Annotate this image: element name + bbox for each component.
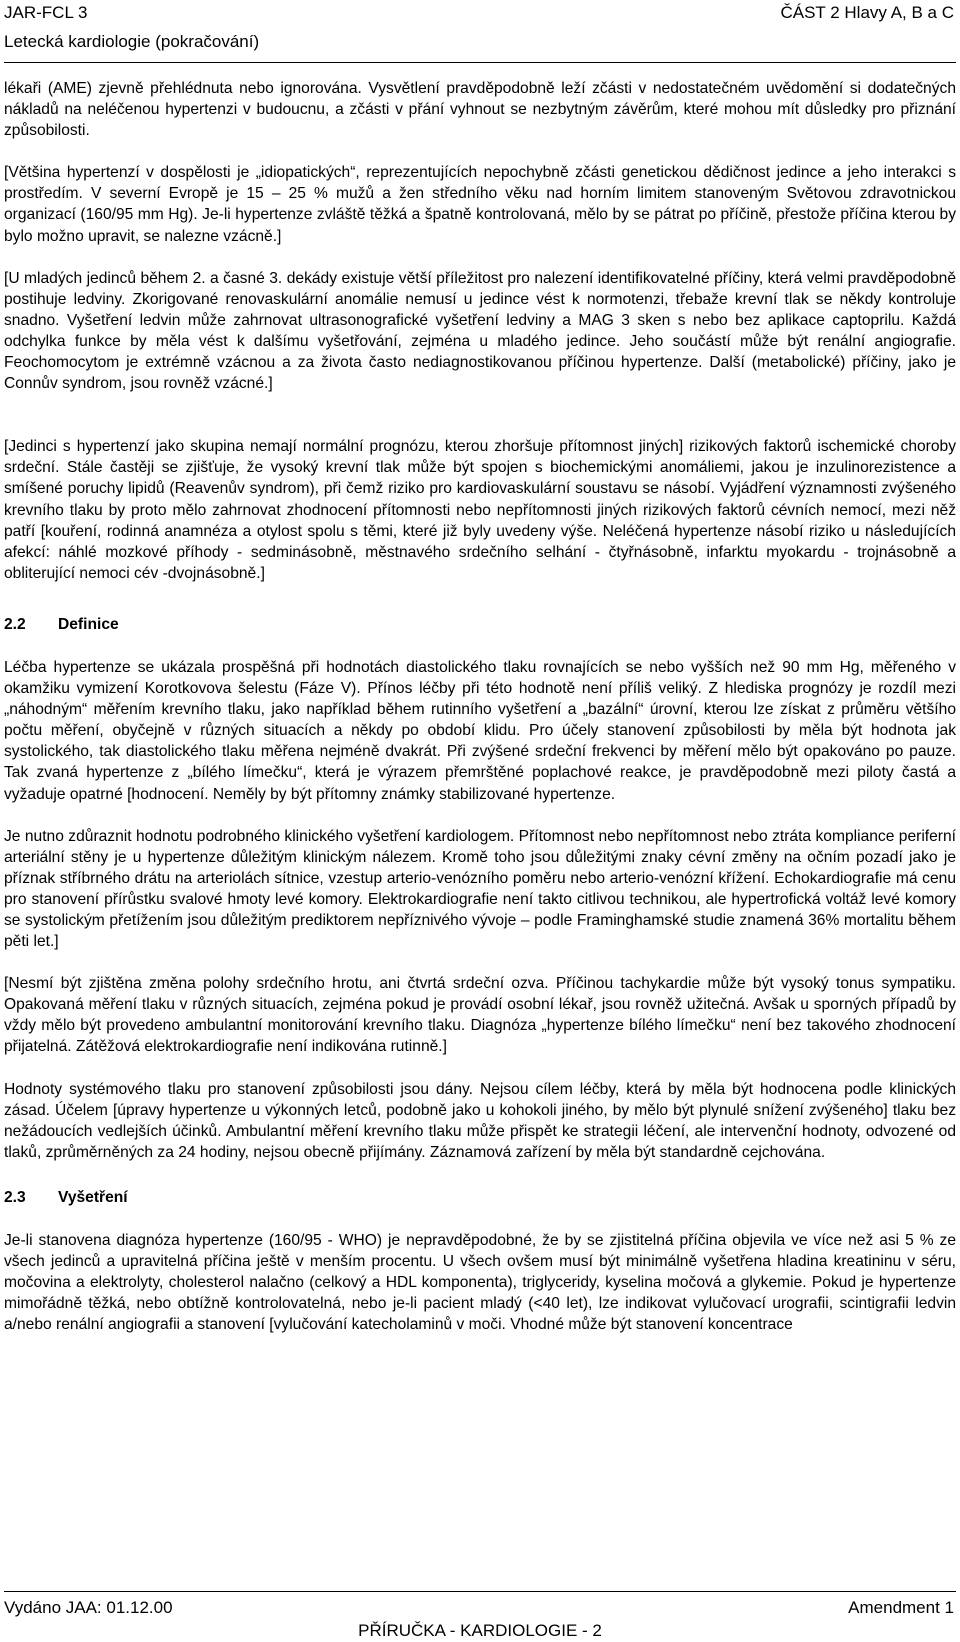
section-title: Vyšetření	[58, 1188, 128, 1206]
paragraph: Léčba hypertenze se ukázala prospěšná při hodnotách diastolického tlaku rovnajících se nebo vyšších než 90 mm Hg, měřeného v okamžiku vymizení Korotkovova šelestu (Fáze V). Přínos léčby při této hodnotě není příliš veliký. Z hlediska prognózy je rozdíl mezi „náhodným“ měřením krevního tlaku, jako například během rutinního vyšetření a „bazální“ úrovní, kterou lze získat z průměru většího počtu měření, obyčejně v různých situacích a někdy po období klidu. Pro účely stanovení způsobilosti by měla být hodnota jak systolického, tak diastolického tlaku měřena nejméně dvakrát. Při zvýšené srdeční frekvenci by měření mělo být opakováno po pauze. Tak zvaná hypertenze z „bílého límečku“, která je výrazem přemrštěné poplachové reakce, je pravděpodobně mezi piloty častá a vyžaduje opatrné [hodnocení. Neměly by být přítomny známky stabilizované hypertenze.	[4, 658, 956, 803]
section-heading	[4, 614, 956, 635]
paragraph: Je nutno zdůraznit hodnotu podrobného klinického vyšetření kardiologem. Přítomnost nebo nepřítomnost nebo ztráta kompliance periferní arteriální stěny je u hypertenze důležitým klinickým nálezem. Kromě toho jsou důležitými znaky cévní změny na očním pozadí jako je příznak stříbrného drátu na arteriolách sítnice, vzestup arterio-venózního poměru nebo arterio-venózní křížení. Echokardiografie má cenu pro stanovení přírůstku svalové hmoty levé komory. Elektrokardiografie není takto citlivou technikou, ale hypertrofická voltáž levé komory se systolickým přetížením jsou důležitým prediktorem nepříznivého vývoje – podle Framinghamské studie znamená 36% mortalitu během pěti let.]	[4, 827, 956, 951]
paragraph: [Většina hypertenzí v dospělosti je „idiopatických“, reprezentujících nepochybně zčásti genetickou dědičnost jedince a jeho interakci s prostředím. V severní Evropě je 15 – 25 % mužů a žen středního věku nad horním limitem stanoveným Světovou zdravotnickou organizací (160/95 mm Hg). Je-li hypertenze zvláště těžká a špatně kontrolovaná, mělo by se pátrat po příčině, přestože příčina kterou by bylo možno upravit, se nalezne vzácně.]	[4, 164, 956, 245]
document-body	[4, 78, 956, 1336]
paragraph: [Nesmí být zjištěna změna polohy srdečního hrotu, ani čtvrtá srdeční ozva. Příčinou tachykardie může být vysoký tonus sympatiku. Opakovaná měření tlaku v různých situacích, zejména pokud je provádí osobní lékař, jsou rovněž užitečná. Avšak u sporných případů by vždy mělo být provedeno ambulantní monitorování krevního tlaku. Diagnóza „hypertenze bílého límečku“ není bez takového zhodnocení přijatelná. Zátěžová elektrokardiografie není indikována rutinně.]	[4, 975, 956, 1056]
header-left: JAR-FCL 3	[4, 3, 88, 22]
header-right: ČÁST 2 Hlavy A, B a C	[780, 3, 954, 22]
footer-left: Vydáno JAA: 01.12.00	[4, 1598, 173, 1617]
paragraph: [U mladých jedinců během 2. a časné 3. dekády existuje větší příležitost pro nalezení identifikovatelné příčiny, která velmi pravděpodobně postihuje ledviny. Zkorigované renovaskulární anomálie nemusí u jedince vést k normotenzi, třebaže krevní tlak se někdy kontroluje snadno. Vyšetření ledvin může zahrnovat ultrasonografické vyšetření ledviny a MAG 3 sken s nebo bez aplikace captoprilu. Každá odchylka funkce by měla vést k dalšímu vyšetřování, zejména u mladého jedince. Jeho součástí může být renální angiografie. Feochomocytom je extrémně vzácnou a za života často nediagnostikovanou příčinou hypertenze. Další (metabolické) příčiny, jako je Connův syndrom, jsou rovněž vzácné.]	[4, 269, 956, 393]
section-number: 2.3	[4, 1188, 26, 1206]
paragraph: Hodnoty systémového tlaku pro stanovení způsobilosti jsou dány. Nejsou cílem léčby, která by měla být hodnocena podle klinických zásad. Účelem [úpravy hypertenze u výkonných letců, podobně jako u kohokoli jiného, by mělo být plynulé snížení zvýšeného] tlaku bez nežádoucích vedlejších účinků. Ambulantní měření krevního tlaku může přispět ke strategii léčení, ale intervenční hodnoty, odvozené od tlaků, zprůměrněných za 24 hodiny, nejsou obecně přijímány. Záznamová zařízení by měla být standardně cejchována.	[4, 1080, 956, 1161]
paragraph: Je-li stanovena diagnóza hypertenze (160/95 - WHO) je nepravděpodobné, že by se zjistitelná příčina objevila ve více než asi 5 % ze všech jedinců a upravitelná příčina ještě v menším procentu. U všech ovšem musí být minimálně vyšetřena hladina kreatininu v séru, močovina a elektrolyty, cholesterol nalačno (celkový a HDL komponenta), triglyceridy, kyselina močová a glykemie. Pokud je hypertenze mimořádně těžká, nebo obtížně kontrolovatelná, nebo je-li pacient mladý (<40 let), lze indikovat vylučovací urografii, scintigrafii ledvin a/nebo renální angiografii a stanovení [vylučování katecholaminů v moči. Vhodné může být stanovení koncentrace	[4, 1232, 956, 1334]
section-number: 2.2	[4, 615, 26, 633]
section-title: Definice	[58, 615, 119, 633]
paragraph: lékaři (AME) zjevně přehlédnuta nebo ignorována. Vysvětlení pravděpodobně leží zčásti v nedostatečném uvědomění si dodatečných nákladů na neléčenou hypertenzi v budoucnu, a zčásti v přání vyhnout se nezbytným závěrům, které mohou mít důsledky pro přiznání způsobilosti.	[4, 80, 956, 140]
section-heading	[4, 1187, 956, 1208]
paragraph: [Jedinci s hypertenzí jako skupina nemají normální prognózu, kterou zhoršuje přítomnost jiných] rizikových faktorů ischemické choroby srdeční. Stále častěji se zjišťuje, že vysoký krevní tlak může být spojen s biochemickými anomáliemi, jakou je inzulinorezistence a smíšené poruchy lipidů (Reavenův syndrom), při čemž riziko pro kardiovaskulární soustavu se násobí. Vyjádření významnosti zvýšeného krevního tlaku by proto mělo zahrnovat zhodnocení přítomnosti nebo nepřítomnosti jiných rizikových faktorů cévních nemocí, mezi něž patří [kouření, rodinná anamnéza a otylost spolu s těmi, které již byly uvedeny výše. Neléčená hypertenze násobí riziko u následujících afekcí: náhlé mozkové příhody - sedminásobně, městnavého srdečního selhání - čtyřnásobně, infarktu myokardu - trojnásobně a obliterující nemoci cév -dvojnásobně.]	[4, 438, 956, 582]
header-subtitle: Letecká kardiologie (pokračování)	[4, 32, 260, 51]
footer-divider	[4, 1591, 956, 1592]
footer-center: PŘÍRUČKA - KARDIOLOGIE - 2	[358, 1621, 602, 1640]
header-divider	[4, 62, 956, 63]
footer-right: Amendment 1	[848, 1598, 954, 1617]
